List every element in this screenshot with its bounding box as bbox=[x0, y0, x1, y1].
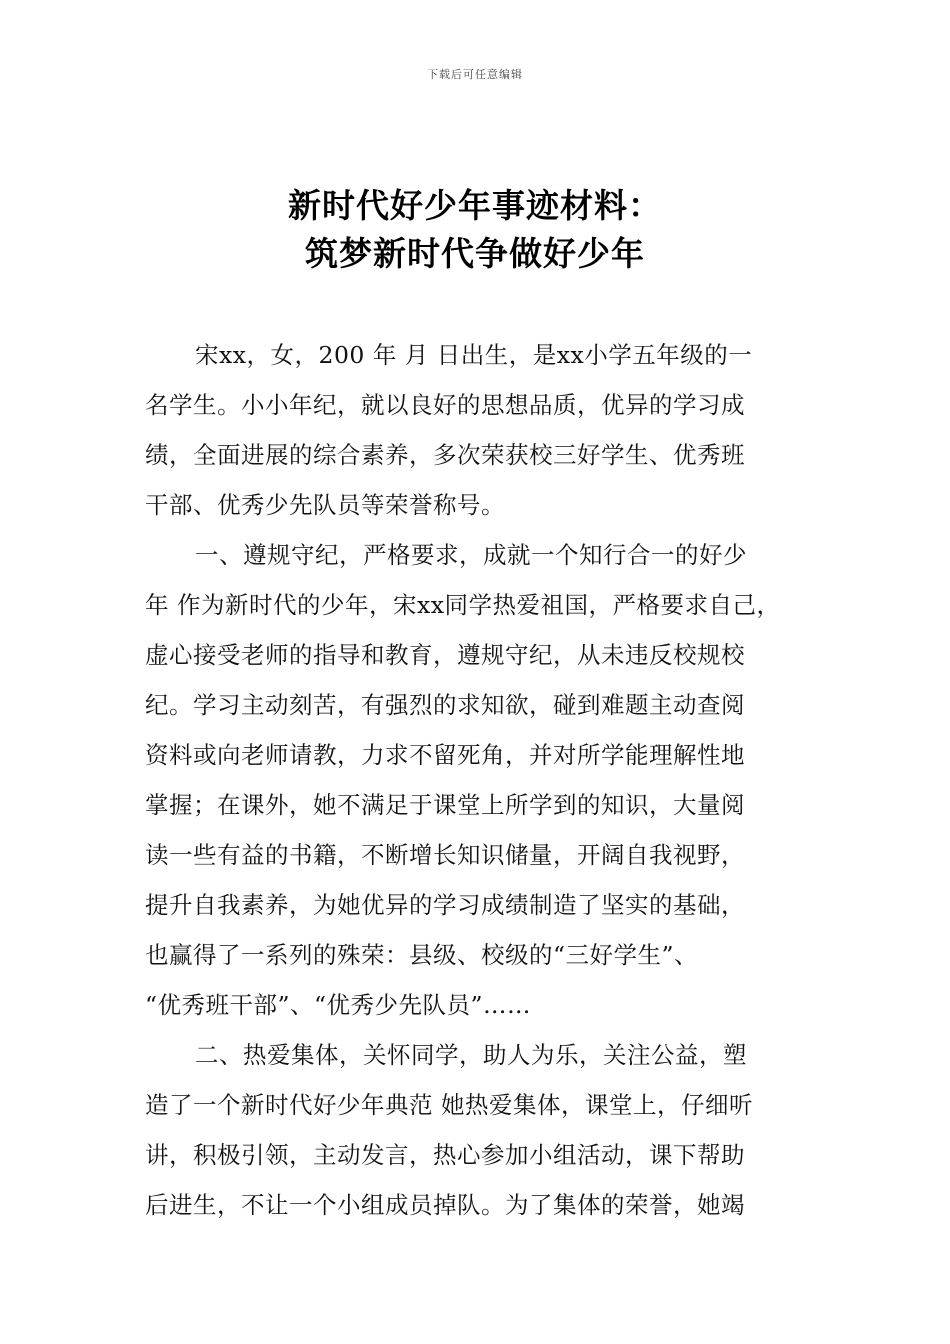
paragraph-line: 掌握；在课外，她不满足于课堂上所学到的知识，大量阅 bbox=[145, 791, 745, 819]
paragraph-line: 年 作为新时代的少年，宋xx同学热爱祖国，严格要求自己， bbox=[145, 591, 781, 619]
paragraph-line: “优秀班干部”、“优秀少先队员”…… bbox=[145, 991, 532, 1019]
document-title-line-1: 新时代好少年事迹材料： bbox=[288, 186, 662, 225]
paragraph-line: 也赢得了一系列的殊荣：县级、校级的“三好学生”、 bbox=[145, 941, 699, 969]
paragraph-line: 绩，全面进展的综合素养，多次荣获校三好学生、优秀班 bbox=[145, 441, 745, 469]
paragraph-line: 造了一个新时代好少年典范 她热爱集体，课堂上，仔细听 bbox=[145, 1091, 753, 1119]
paragraph-line: 讲，积极引领，主动发言，热心参加小组活动，课下帮助 bbox=[145, 1141, 745, 1169]
paragraph-line: 虚心接受老师的指导和教育，遵规守纪，从未违反校规校 bbox=[145, 641, 745, 669]
document-title-line-2: 筑梦新时代争做好少年 bbox=[305, 234, 645, 273]
paragraph-line: 名学生。小小年纪，就以良好的思想品质，优异的学习成 bbox=[145, 391, 745, 419]
paragraph-line: 一、遵规守纪，严格要求，成就一个知行合一的好少 bbox=[195, 541, 747, 569]
paragraph-line: 纪。学习主动刻苦，有强烈的求知欲，碰到难题主动查阅 bbox=[145, 691, 745, 719]
document-body bbox=[145, 330, 810, 1230]
paragraph-line: 后进生，不让一个小组成员掉队。为了集体的荣誉，她竭 bbox=[145, 1191, 745, 1219]
paragraph-line: 提升自我素养，为她优异的学习成绩制造了坚实的基础， bbox=[145, 891, 745, 919]
paragraph-line: 二、热爱集体，关怀同学，助人为乐，关注公益，塑 bbox=[195, 1041, 747, 1069]
header-note: 下载后可任意编辑 bbox=[427, 68, 523, 81]
paragraph-line: 宋xx，女，200 年 月 日出生，是xx小学五年级的一 bbox=[195, 341, 753, 369]
paragraph-line: 资料或向老师请教，力求不留死角，并对所学能理解性地 bbox=[145, 741, 745, 769]
paragraph-line: 读一些有益的书籍，不断增长知识储量，开阔自我视野， bbox=[145, 841, 745, 869]
paragraph-line: 干部、优秀少先队员等荣誉称号。 bbox=[145, 491, 505, 519]
